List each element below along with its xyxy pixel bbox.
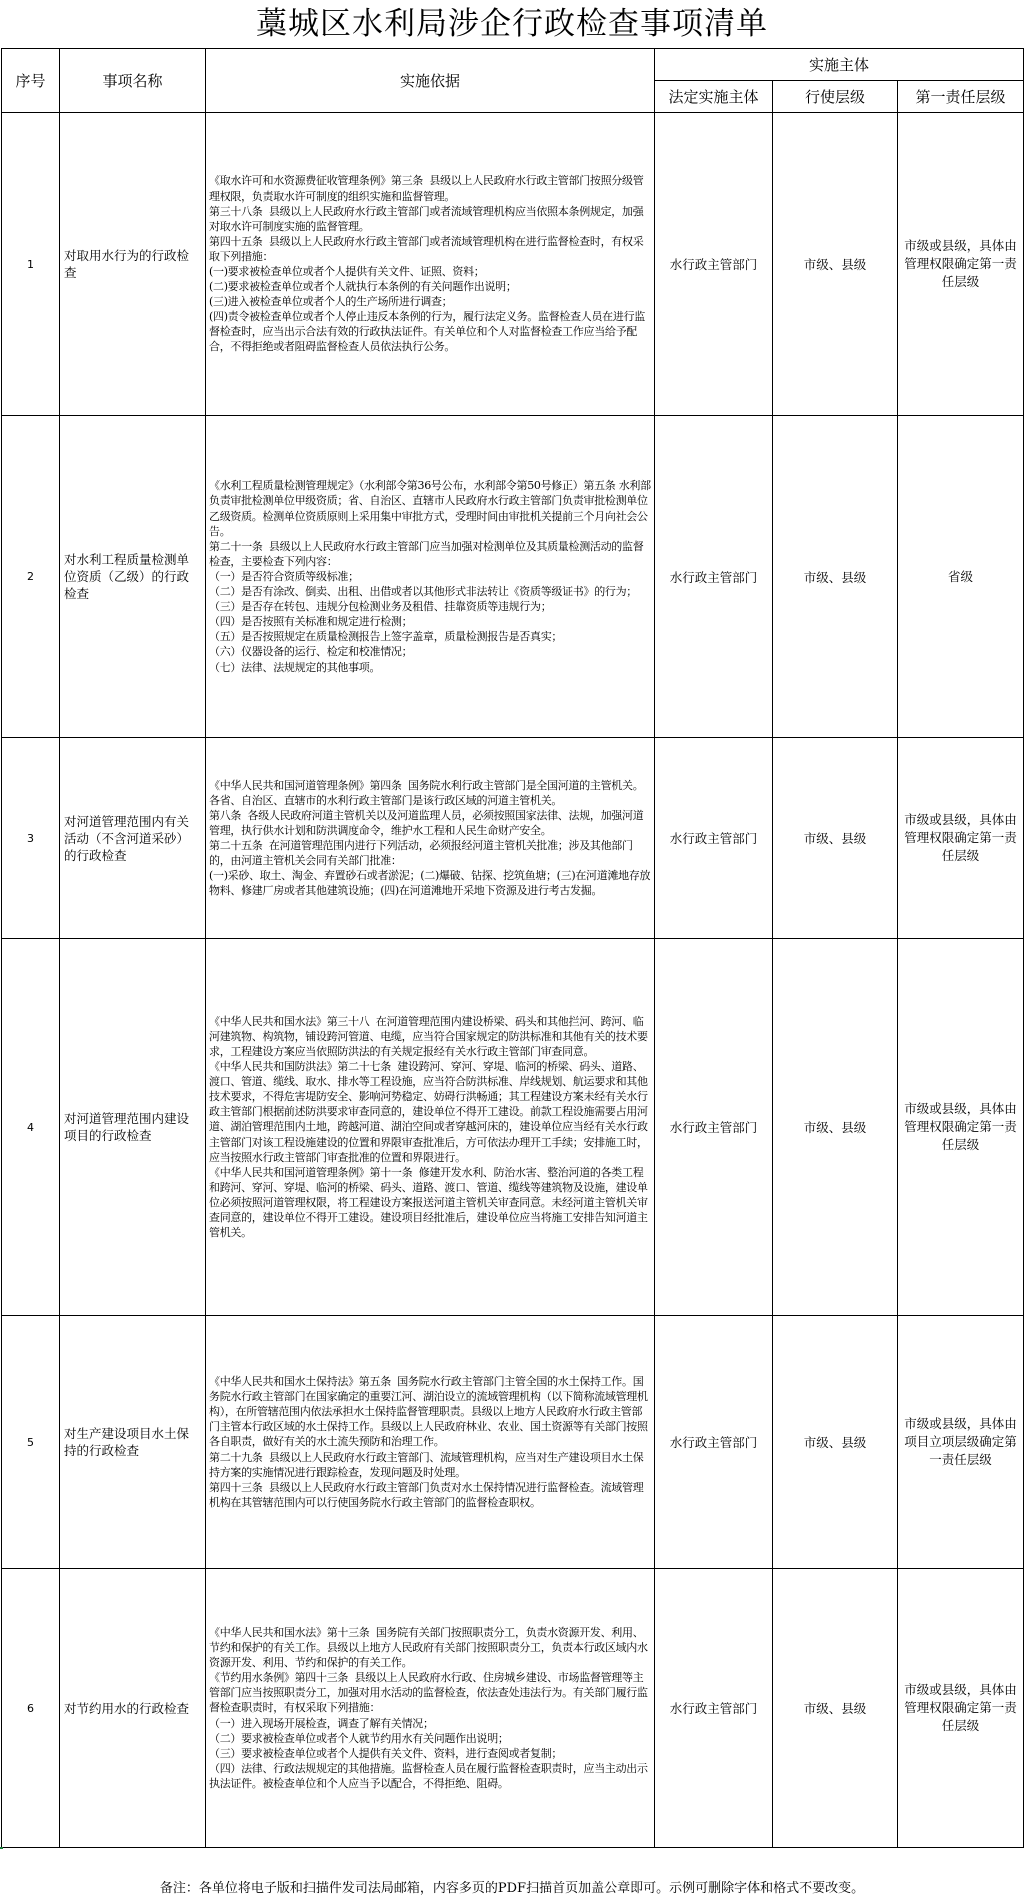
row-seq: 5 <box>2 1316 60 1569</box>
table-row <box>2 939 1024 1316</box>
row-basis: 《水利工程质量检测管理规定》（水利部令第36号公布，水利部令第50号修正）第五条 水利部负责审批检测单位甲级资质；省、自治区、直辖市人民政府水行政主管部门负责审批检测单位乙级资质。检测单位资质原则上采用集中审批方式，受理时间由审批机关提前三个月向社会公告。 第二十一条 县级以上人民政府水行政主管部门应当加强对检测单位及其质量检测活动的监督检查，主要检查下列内容： （一）是否符合资质等级标准； （二）是否有涂改、倒卖、出租、出借或者以其他形式非法转让《资质等级证书》的行为； （三）是否存在转包、违规分包检测业务及租借、挂靠资质等违规行为； （四）是否按照有关标准和规定进行检测； （五）是否按照规定在质量检测报告上签字盖章，质量检测报告是否真实； （六）仪器设备的运行、检定和校准情况； （七）法律、法规规定的其他事项。 <box>206 416 655 738</box>
page-title: 藁城区水利局涉企行政检查事项清单 <box>256 6 768 42</box>
row-legal-subject: 水行政主管部门 <box>655 113 773 416</box>
row-item-name: 对水利工程质量检测单位资质（乙级）的行政检查 <box>60 416 206 738</box>
row-level: 市级、县级 <box>773 113 898 416</box>
header-subject: 实施主体 <box>655 49 1024 81</box>
row-level: 市级、县级 <box>773 738 898 939</box>
table-row <box>2 738 1024 939</box>
row-level: 市级、县级 <box>773 1569 898 1848</box>
row-legal-subject: 水行政主管部门 <box>655 1569 773 1848</box>
table-row <box>2 113 1024 416</box>
table-row <box>2 1569 1024 1848</box>
row-first-level: 市级或县级，具体由项目立项层级确定第一责任层级 <box>898 1316 1024 1569</box>
row-item-name: 对生产建设项目水土保持的行政检查 <box>60 1316 206 1569</box>
row-first-level: 市级或县级，具体由管理权限确定第一责任层级 <box>898 738 1024 939</box>
row-basis: 《中华人民共和国河道管理条例》第四条 国务院水利行政主管部门是全国河道的主管机关。各省、自治区、直辖市的水利行政主管部门是该行政区域的河道主管机关。 第八条 各级人民政府河道主管机关以及河道监理人员，必须按照国家法律、法规，加强河道管理，执行供水计划和防洪调度命令，维护水工程和人民生命财产安全。 第二十五条 在河道管理范围内进行下列活动，必须报经河道主管机关批准；涉及其他部门的，由河道主管机关会同有关部门批准： (一)采砂、取土、淘金、弃置砂石或者淤泥；(二)爆破、钻探、挖筑鱼塘；(三)在河道滩地存放物料、修建厂房或者其他建筑设施；(四)在河道滩地开采地下资源及进行考古发掘。 <box>206 738 655 939</box>
row-basis: 《中华人民共和国水土保持法》第五条 国务院水行政主管部门主管全国的水土保持工作。国务院水行政主管部门在国家确定的重要江河、湖泊设立的流域管理机构（以下简称流域管理机构），在所管辖范围内依法承担水土保持监督管理职责。县级以上地方人民政府水行政主管部门主管本行政区域的水土保持工作。县级以上人民政府林业、农业、国土资源等有关部门按照各自职责，做好有关的水土流失预防和治理工作。 第二十九条 县级以上人民政府水行政主管部门、流域管理机构，应当对生产建设项目水土保持方案的实施情况进行跟踪检查，发现问题及时处理。 第四十三条 县级以上人民政府水行政主管部门负责对水土保持情况进行监督检查。流域管理机构在其管辖范围内可以行使国务院水行政主管部门的监督检查职权。 <box>206 1316 655 1569</box>
row-seq: 6 <box>2 1569 60 1848</box>
row-first-level: 市级或县级，具体由管理权限确定第一责任层级 <box>898 1569 1024 1848</box>
row-legal-subject: 水行政主管部门 <box>655 1316 773 1569</box>
row-level: 市级、县级 <box>773 1316 898 1569</box>
row-legal-subject: 水行政主管部门 <box>655 738 773 939</box>
row-seq: 4 <box>2 939 60 1316</box>
row-seq: 3 <box>2 738 60 939</box>
row-item-name: 对节约用水的行政检查 <box>60 1569 206 1848</box>
header-level: 行使层级 <box>773 81 898 113</box>
inspection-table <box>1 48 1024 1848</box>
row-seq: 1 <box>2 113 60 416</box>
row-level: 市级、县级 <box>773 939 898 1316</box>
row-basis: 《取水许可和水资源费征收管理条例》第三条 县级以上人民政府水行政主管部门按照分级管理权限，负责取水许可制度的组织实施和监督管理。 第三十八条 县级以上人民政府水行政主管部门或者流域管理机构应当依照本条例规定，加强对取水许可制度实施的监督管理。 第四十五条 县级以上人民政府水行政主管部门或者流域管理机构在进行监督检查时，有权采取下列措施： (一)要求被检查单位或者个人提供有关文件、证照、资料； (二)要求被检查单位或者个人就执行本条例的有关问题作出说明； (三)进入被检查单位或者个人的生产场所进行调查； (四)责令被检查单位或者个人停止违反本条例的行为，履行法定义务。监督检查人员在进行监督检查时，应当出示合法有效的行政执法证件。有关单位和个人对监督检查工作应当给予配合，不得拒绝或者阻碍监督检查人员依法执行公务。 <box>206 113 655 416</box>
header-item-name: 事项名称 <box>60 49 206 113</box>
table-row <box>2 1316 1024 1569</box>
header-seq: 序号 <box>2 49 60 113</box>
footnote: 备注：各单位将电子版和扫描件发司法局邮箱，内容多页的PDF扫描首页加盖公章即可。示例可删除字体和格式不要改变。 <box>159 1881 865 1896</box>
row-item-name: 对河道管理范围内建设项目的行政检查 <box>60 939 206 1316</box>
table-row <box>2 416 1024 738</box>
row-basis: 《中华人民共和国水法》第十三条 国务院有关部门按照职责分工，负责水资源开发、利用、节约和保护的有关工作。县级以上地方人民政府有关部门按照职责分工，负责本行政区域内水资源开发、利用、节约和保护的有关工作。 《节约用水条例》第四十三条 县级以上人民政府水行政、住房城乡建设、市场监督管理等主管部门应当按照职责分工，加强对用水活动的监督检查，依法查处违法行为。有关部门履行监督检查职责时，有权采取下列措施： （一）进入现场开展检查，调查了解有关情况； （二）要求被检查单位或者个人就节约用水有关问题作出说明； （三）要求被检查单位或者个人提供有关文件、资料，进行查阅或者复制； （四）法律、行政法规规定的其他措施。监督检查人员在履行监督检查职责时，应当主动出示执法证件。被检查单位和个人应当予以配合，不得拒绝、阻碍。 <box>206 1569 655 1848</box>
row-item-name: 对取用水行为的行政检查 <box>60 113 206 416</box>
row-first-level: 市级或县级，具体由管理权限确定第一责任层级 <box>898 113 1024 416</box>
row-legal-subject: 水行政主管部门 <box>655 416 773 738</box>
row-item-name: 对河道管理范围内有关活动（不含河道采砂）的行政检查 <box>60 738 206 939</box>
row-seq: 2 <box>2 416 60 738</box>
row-first-level: 省级 <box>898 416 1024 738</box>
row-basis: 《中华人民共和国水法》第三十八 在河道管理范围内建设桥梁、码头和其他拦河、跨河、临河建筑物、构筑物，铺设跨河管道、电缆，应当符合国家规定的防洪标准和其他有关的技术要求，工程建设方案应当依照防洪法的有关规定报经有关水行政主管部门审查同意。 《中华人民共和国防洪法》第二十七条 建设跨河、穿河、穿堤、临河的桥梁、码头、道路、渡口、管道、缆线、取水、排水等工程设施，应当符合防洪标准、岸线规划、航运要求和其他技术要求，不得危害堤防安全、影响河势稳定、妨碍行洪畅通；其工程建设方案未经有关水行政主管部门根据前述防洪要求审查同意的，建设单位不得开工建设。前款工程设施需要占用河道、湖泊管理范围内土地，跨越河道、湖泊空间或者穿越河床的，建设单位应当经有关水行政主管部门对该工程设施建设的位置和界限审查批准后，方可依法办理开工手续；安排施工时，应当按照水行政主管部门审查批准的位置和界限进行。 《中华人民共和国河道管理条例》第十一条 修建开发水利、防治水害、整治河道的各类工程和跨河、穿河、穿堤、临河的桥梁、码头、道路、渡口、管道、缆线等建筑物及设施，建设单位必须按照河道管理权限，将工程建设方案报送河道主管机关审查同意。未经河道主管机关审查同意的，建设单位不得开工建设。建设项目经批准后，建设单位应当将施工安排告知河道主管机关。 <box>206 939 655 1316</box>
row-legal-subject: 水行政主管部门 <box>655 939 773 1316</box>
header-basis: 实施依据 <box>206 49 655 113</box>
header-first-level: 第一责任层级 <box>898 81 1024 113</box>
row-first-level: 市级或县级，具体由管理权限确定第一责任层级 <box>898 939 1024 1316</box>
row-level: 市级、县级 <box>773 416 898 738</box>
header-legal-subject: 法定实施主体 <box>655 81 773 113</box>
cell-corner-marker <box>0 1847 3 1849</box>
